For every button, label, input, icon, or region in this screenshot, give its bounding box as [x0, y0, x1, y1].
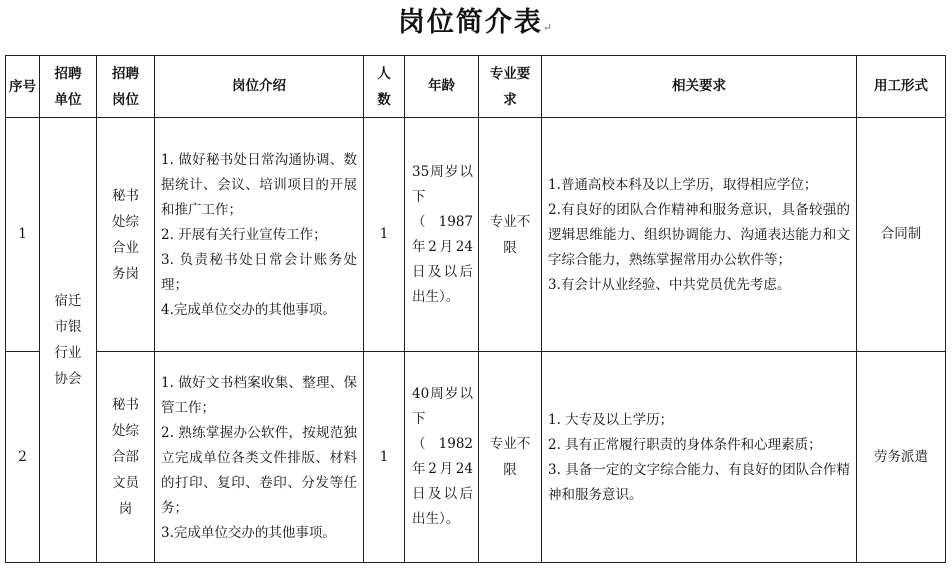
row-post: 秘书处综合业务岗 — [97, 118, 155, 352]
row-post: 秘书处综合部文员岗 — [97, 352, 155, 563]
table-row — [6, 118, 946, 352]
header-unit: 招聘单位 — [40, 56, 97, 118]
row-seq: 1 — [6, 118, 40, 352]
header-count: 人数 — [364, 56, 405, 118]
requirement-line: 3.有会计从业经验、中共党员优先考虑。 — [548, 277, 791, 293]
header-requirements: 相关要求 — [542, 56, 857, 118]
job-table — [5, 55, 946, 563]
row-count: 1 — [364, 118, 405, 352]
row-intro — [155, 352, 364, 563]
row-major: 专业不限 — [479, 118, 542, 352]
page-title: 岗位简介表↵ — [397, 7, 555, 38]
intro-line: 4.完成单位交办的其他事项。 — [161, 302, 336, 318]
intro-line: 2. 熟练掌握办公软件，按规范独立完成单位各类文件排版、材料的打印、复印、卷印、分发等任务； — [161, 424, 357, 516]
header-age: 年龄 — [405, 56, 479, 118]
requirement-line: 2. 具有正常履行职责的身体条件和心理素质； — [548, 437, 822, 453]
row-seq: 2 — [6, 352, 40, 563]
header-intro: 岗位介绍 — [155, 56, 364, 118]
requirement-line: 3. 具备一定的文字综合能力、有良好的团队合作精神和服务意识。 — [548, 462, 850, 503]
header-post: 招聘岗位 — [97, 56, 155, 118]
requirement-line: 2.有良好的团队合作精神和服务意识，具备较强的逻辑思维能力、组织协调能力、沟通表达能力和文字综合能力，熟练掌握常用办公软件等； — [548, 202, 850, 268]
row-major: 专业不限 — [479, 352, 542, 563]
row-intro — [155, 118, 364, 352]
unit-name: 宿迁市银行业协会 — [40, 118, 97, 563]
row-employment: 合同制 — [857, 118, 946, 352]
intro-line: 2. 开展有关行业宣传工作； — [161, 227, 327, 243]
intro-line: 3.完成单位交办的其他事项。 — [161, 524, 336, 541]
row-age: 40周岁以下（1982年2月24日及以后出生）。 — [405, 352, 479, 563]
requirement-line: 1.普通高校本科及以上学历，取得相应学位； — [548, 177, 818, 193]
intro-line: 1. 做好秘书处日常沟通协调、数据统计、会议、培训项目的开展和推广工作； — [161, 152, 357, 218]
table-row — [6, 352, 946, 563]
row-employment: 劳务派遣 — [857, 352, 946, 563]
header-employment: 用工形式 — [857, 56, 946, 118]
row-count: 1 — [364, 352, 405, 563]
header-seq: 序号 — [6, 56, 40, 118]
header-major: 专业要求 — [479, 56, 542, 118]
table-header-row — [6, 56, 946, 118]
row-requirements — [542, 352, 857, 563]
intro-line: 1. 做好文书档案收集、整理、保管工作； — [161, 374, 357, 416]
row-requirements — [542, 118, 857, 352]
intro-line: 3. 负责秘书处日常会计账务处理； — [161, 252, 357, 293]
row-age: 35周岁以下（1987年2月24日及以后出生）。 — [405, 118, 479, 352]
requirement-line: 1. 大专及以上学历； — [548, 412, 674, 428]
